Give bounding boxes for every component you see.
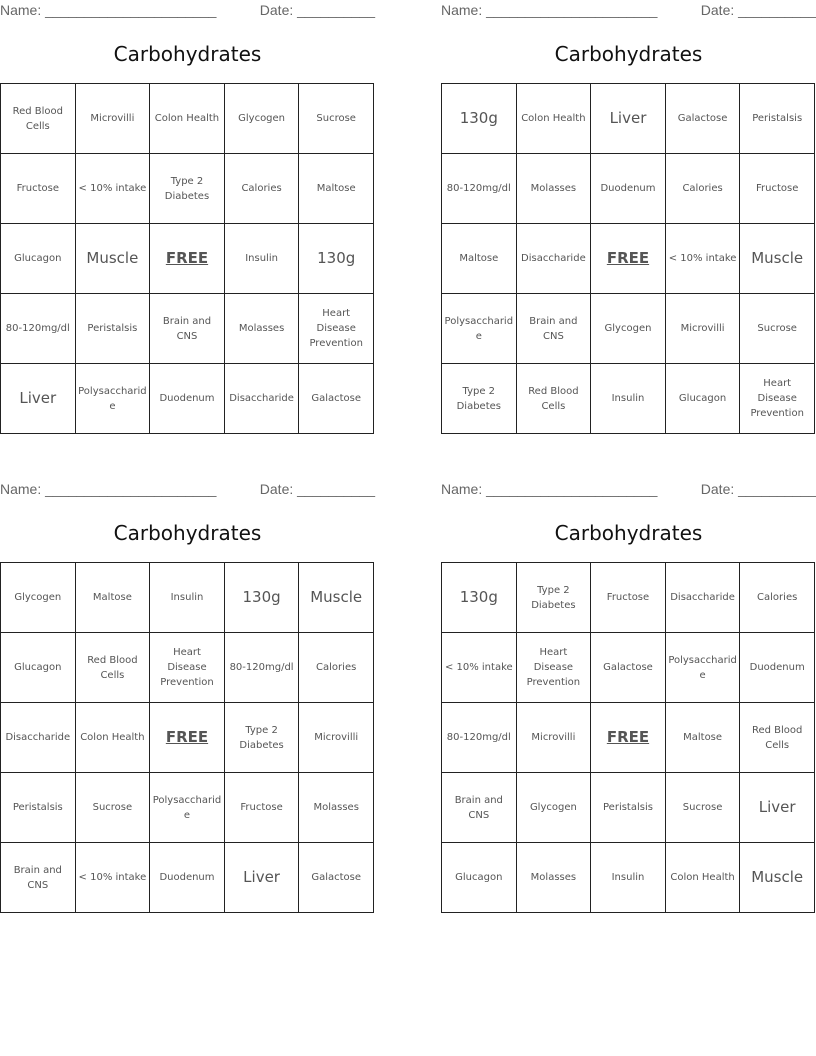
bingo-row <box>1 703 374 773</box>
bingo-cell: Molasses <box>516 154 591 224</box>
bingo-row <box>442 563 815 633</box>
name-field-label: Name: ______________________ <box>0 2 217 18</box>
bingo-row <box>1 224 374 294</box>
bingo-cell: 130g <box>442 563 517 633</box>
bingo-cell: Type 2 Diabetes <box>150 154 225 224</box>
card-title: Carbohydrates <box>554 521 703 545</box>
bingo-row <box>442 364 815 434</box>
bingo-cell: Muscle <box>740 843 815 913</box>
bingo-cell: Microvilli <box>516 703 591 773</box>
bingo-cell: 80-120mg/dl <box>224 633 299 703</box>
bingo-cell: 80-120mg/dl <box>442 154 517 224</box>
bingo-cell: Insulin <box>591 843 666 913</box>
bingo-cell: Disaccharide <box>665 563 740 633</box>
bingo-grid <box>0 83 374 434</box>
bingo-cell: Glycogen <box>516 773 591 843</box>
bingo-cell: Liver <box>591 84 666 154</box>
bingo-cell: Polysaccharide <box>442 294 517 364</box>
name-field-label: Name: ______________________ <box>441 481 658 497</box>
bingo-row <box>442 224 815 294</box>
bingo-cell: Red Blood Cells <box>75 633 150 703</box>
bingo-cell: 130g <box>224 563 299 633</box>
bingo-cell: Maltose <box>442 224 517 294</box>
bingo-grid <box>441 562 815 913</box>
bingo-cell: Disaccharide <box>516 224 591 294</box>
bingo-cell: Galactose <box>299 843 374 913</box>
bingo-cell: Brain and CNS <box>516 294 591 364</box>
bingo-cell: Type 2 Diabetes <box>224 703 299 773</box>
bingo-cell: Duodenum <box>150 364 225 434</box>
bingo-cell: Maltose <box>75 563 150 633</box>
bingo-row <box>442 703 815 773</box>
bingo-cell: < 10% intake <box>442 633 517 703</box>
bingo-cell: Peristalsis <box>1 773 76 843</box>
bingo-cell: Type 2 Diabetes <box>516 563 591 633</box>
bingo-cell: Heart Disease Prevention <box>299 294 374 364</box>
bingo-cell: Liver <box>224 843 299 913</box>
bingo-cell: Brain and CNS <box>150 294 225 364</box>
bingo-row <box>442 843 815 913</box>
card-title: Carbohydrates <box>113 521 262 545</box>
bingo-cell: Red Blood Cells <box>740 703 815 773</box>
bingo-row <box>442 154 815 224</box>
bingo-row <box>442 294 815 364</box>
bingo-cell: Red Blood Cells <box>516 364 591 434</box>
bingo-cell: 130g <box>299 224 374 294</box>
date-field-label: Date: __________ <box>700 2 816 18</box>
bingo-row <box>1 84 374 154</box>
bingo-cell: Muscle <box>299 563 374 633</box>
bingo-cell: Liver <box>1 364 76 434</box>
bingo-cell: Calories <box>740 563 815 633</box>
bingo-cell: Polysaccharide <box>665 633 740 703</box>
bingo-cell: Colon Health <box>75 703 150 773</box>
bingo-card-1 <box>0 0 375 435</box>
bingo-cell: Maltose <box>299 154 374 224</box>
date-field-label: Date: __________ <box>259 481 375 497</box>
bingo-row <box>1 843 374 913</box>
bingo-cell: Duodenum <box>591 154 666 224</box>
bingo-row <box>1 154 374 224</box>
date-field-label: Date: __________ <box>700 481 816 497</box>
bingo-row <box>1 364 374 434</box>
bingo-cell: Fructose <box>224 773 299 843</box>
bingo-cell: Insulin <box>150 563 225 633</box>
bingo-cell: Colon Health <box>665 843 740 913</box>
bingo-cell: Glycogen <box>224 84 299 154</box>
bingo-row <box>442 633 815 703</box>
bingo-cell: Colon Health <box>150 84 225 154</box>
bingo-cell: 80-120mg/dl <box>442 703 517 773</box>
bingo-cell: Sucrose <box>665 773 740 843</box>
bingo-cell: Peristalsis <box>591 773 666 843</box>
bingo-cell: Molasses <box>516 843 591 913</box>
bingo-cell: Disaccharide <box>224 364 299 434</box>
bingo-cell: Calories <box>299 633 374 703</box>
bingo-cell: Peristalsis <box>75 294 150 364</box>
bingo-cell: Microvilli <box>665 294 740 364</box>
bingo-cell: Molasses <box>224 294 299 364</box>
name-field-label: Name: ______________________ <box>0 481 217 497</box>
bingo-cell: Glucagon <box>442 843 517 913</box>
bingo-cell: Red Blood Cells <box>1 84 76 154</box>
bingo-cell: Insulin <box>591 364 666 434</box>
bingo-cell: Sucrose <box>299 84 374 154</box>
bingo-cell: Glucagon <box>1 224 76 294</box>
bingo-row <box>1 773 374 843</box>
bingo-cell: 130g <box>442 84 517 154</box>
bingo-cell: Galactose <box>665 84 740 154</box>
bingo-cell: Heart Disease Prevention <box>516 633 591 703</box>
bingo-cell: Microvilli <box>299 703 374 773</box>
bingo-cell: Microvilli <box>75 84 150 154</box>
bingo-card-2 <box>441 0 816 435</box>
bingo-cell: FREE <box>150 224 225 294</box>
bingo-cell: Calories <box>665 154 740 224</box>
bingo-cell: < 10% intake <box>665 224 740 294</box>
bingo-cell: Duodenum <box>150 843 225 913</box>
name-field-label: Name: ______________________ <box>441 2 658 18</box>
bingo-row <box>1 294 374 364</box>
bingo-cell: Duodenum <box>740 633 815 703</box>
bingo-cell: < 10% intake <box>75 843 150 913</box>
bingo-cell: Maltose <box>665 703 740 773</box>
bingo-cell: FREE <box>591 703 666 773</box>
bingo-cell: Insulin <box>224 224 299 294</box>
bingo-cell: Liver <box>740 773 815 843</box>
bingo-cell: Glucagon <box>665 364 740 434</box>
bingo-row <box>1 563 374 633</box>
bingo-cell: Heart Disease Prevention <box>150 633 225 703</box>
bingo-cell: Sucrose <box>740 294 815 364</box>
bingo-cell: Heart Disease Prevention <box>740 364 815 434</box>
bingo-grid <box>441 83 815 434</box>
bingo-cell: FREE <box>150 703 225 773</box>
bingo-cell: Sucrose <box>75 773 150 843</box>
bingo-cell: Brain and CNS <box>1 843 76 913</box>
bingo-grid <box>0 562 374 913</box>
bingo-cell: Peristalsis <box>740 84 815 154</box>
bingo-cell: Muscle <box>740 224 815 294</box>
bingo-cell: < 10% intake <box>75 154 150 224</box>
bingo-cell: Glucagon <box>1 633 76 703</box>
bingo-row <box>442 84 815 154</box>
bingo-card-3 <box>0 479 375 914</box>
bingo-cell: Galactose <box>299 364 374 434</box>
bingo-cell: Colon Health <box>516 84 591 154</box>
bingo-row <box>442 773 815 843</box>
bingo-cell: Fructose <box>740 154 815 224</box>
bingo-cell: 80-120mg/dl <box>1 294 76 364</box>
bingo-cell: FREE <box>591 224 666 294</box>
bingo-cell: Glycogen <box>1 563 76 633</box>
date-field-label: Date: __________ <box>259 2 375 18</box>
card-title: Carbohydrates <box>554 42 703 66</box>
bingo-cell: Galactose <box>591 633 666 703</box>
bingo-row <box>1 633 374 703</box>
bingo-card-4 <box>441 479 816 914</box>
card-title: Carbohydrates <box>113 42 262 66</box>
bingo-cell: Molasses <box>299 773 374 843</box>
bingo-cell: Muscle <box>75 224 150 294</box>
bingo-cell: Fructose <box>591 563 666 633</box>
bingo-cell: Type 2 Diabetes <box>442 364 517 434</box>
bingo-cell: Fructose <box>1 154 76 224</box>
bingo-cell: Polysaccharide <box>75 364 150 434</box>
bingo-cell: Disaccharide <box>1 703 76 773</box>
bingo-cell: Brain and CNS <box>442 773 517 843</box>
bingo-cell: Glycogen <box>591 294 666 364</box>
bingo-cell: Polysaccharide <box>150 773 225 843</box>
bingo-cell: Calories <box>224 154 299 224</box>
